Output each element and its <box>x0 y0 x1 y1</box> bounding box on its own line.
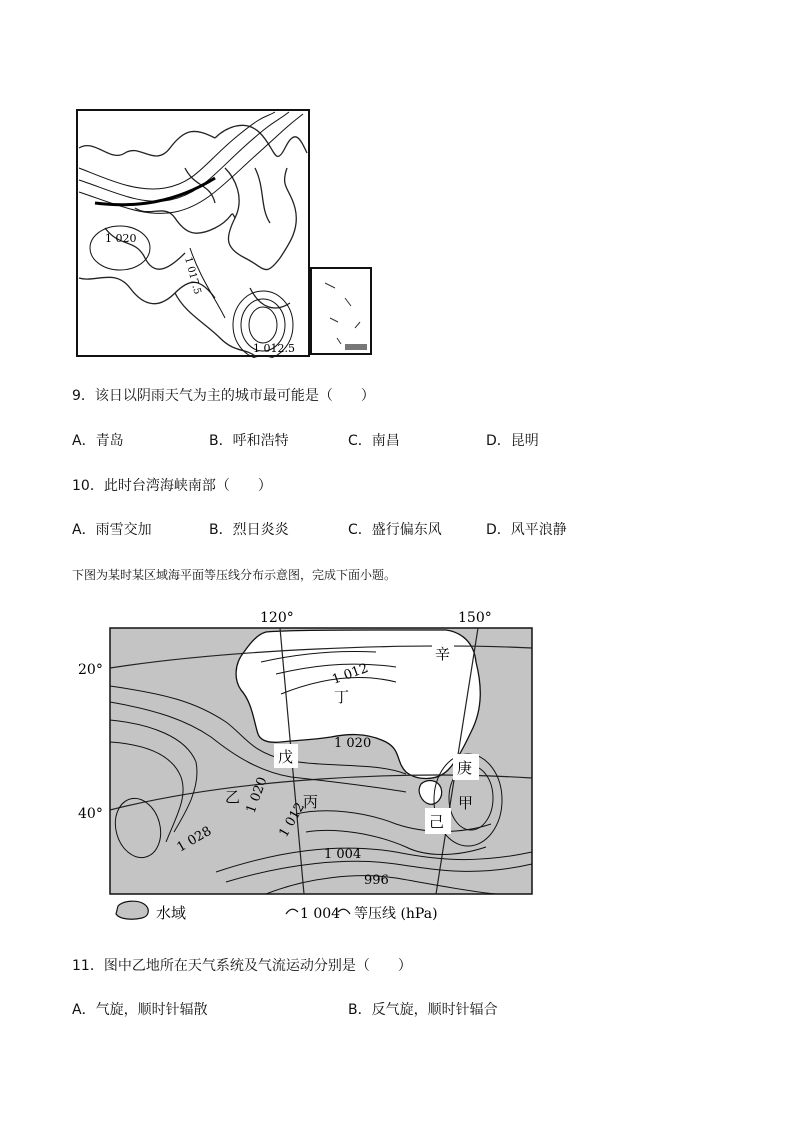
isobar-label-1012-north: 1 012 <box>330 660 371 688</box>
isobar-label-1004: 1 004 <box>324 847 362 862</box>
place-label-jia: 甲 <box>458 794 474 812</box>
isobar-map-svg <box>76 602 546 932</box>
legend-water-swatch <box>116 901 148 919</box>
legend-isobar-left <box>286 909 298 914</box>
question-9-option-c[interactable]: C．南昌 <box>348 433 400 449</box>
lat-label-20: 20° <box>78 662 103 678</box>
map2-intro-text: 下图为某时某区域海平面等压线分布示意图，完成下面小题。 <box>72 568 397 582</box>
place-label-yi: 乙 <box>225 788 241 806</box>
place-label-ji: 己 <box>429 813 445 831</box>
question-11-stem: 11．图中乙地所在天气系统及气流运动分别是（ ） <box>72 958 412 974</box>
legend-isobar-label: 等压线 (hPa) <box>354 906 438 922</box>
lon-label-120: 120° <box>260 610 294 626</box>
place-label-wu: 戊 <box>278 748 294 766</box>
lat-label-40: 40° <box>78 806 103 822</box>
place-label-ding: 丁 <box>334 688 350 706</box>
legend-water-label: 水域 <box>156 904 187 922</box>
question-10-option-c[interactable]: C．盛行偏东风 <box>348 522 442 538</box>
lon-label-150: 150° <box>458 610 492 626</box>
isobar-label-996: 996 <box>364 873 389 888</box>
question-11-option-b[interactable]: B．反气旋，顺时针辐合 <box>348 1002 498 1018</box>
inset-map-frame <box>311 268 371 354</box>
weather-map-svg <box>75 108 375 358</box>
question-9-option-a[interactable]: A．青岛 <box>72 433 124 449</box>
question-10-option-a[interactable]: A．雨雪交加 <box>72 522 152 538</box>
isobar-label-1020-center: 1 020 <box>334 736 372 751</box>
place-label-bing: 丙 <box>303 793 319 811</box>
place-label-geng: 庚 <box>457 759 473 777</box>
isobar-label-1012-south: 1 012 <box>276 800 309 840</box>
question-9-option-b[interactable]: B．呼和浩特 <box>209 433 289 449</box>
question-10-option-b[interactable]: B．烈日炎炎 <box>209 522 289 538</box>
legend-isobar-value: 1 004 <box>300 906 341 922</box>
isobar-label-1020: 1 020 <box>105 232 137 245</box>
isobar-map-australia <box>76 602 546 932</box>
question-11-option-a[interactable]: A．气旋，顺时针辐散 <box>72 1002 208 1018</box>
question-9-option-d[interactable]: D．昆明 <box>486 433 539 449</box>
isobar-label-1012-5: 1 012.5 <box>253 342 295 355</box>
weather-map-china <box>75 108 375 358</box>
isobar-label-1017-5: 1 017.5 <box>182 255 203 296</box>
question-10-option-d[interactable]: D．风平浪静 <box>486 522 567 538</box>
isobar-label-1028: 1 028 <box>174 823 215 856</box>
inset-scale-bar <box>345 344 367 350</box>
question-10-stem: 10．此时台湾海峡南部（ ） <box>72 478 272 494</box>
isobar-label-1020-west: 1 020 <box>243 775 271 816</box>
place-label-xin: 辛 <box>435 645 451 663</box>
question-9-stem: 9．该日以阴雨天气为主的城市最可能是（ ） <box>72 388 375 404</box>
